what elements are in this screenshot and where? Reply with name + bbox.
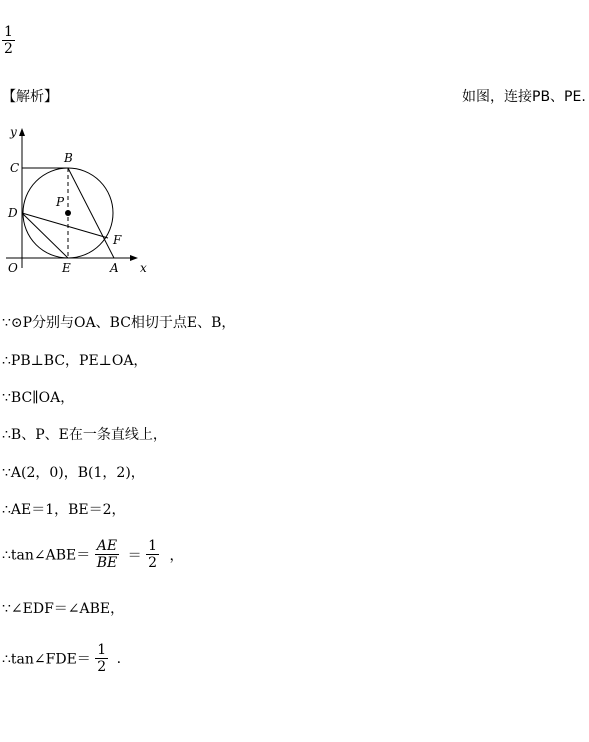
- label-a: A: [110, 261, 119, 275]
- label-o: O: [8, 261, 18, 275]
- label-x: x: [140, 261, 147, 275]
- answer-numerator: 1: [4, 24, 13, 40]
- fraction-denominator: 2: [97, 659, 107, 675]
- step-4: ∴B、P、E在一条直线上，: [2, 427, 167, 443]
- label-d: D: [8, 206, 18, 220]
- step-9: [2, 642, 121, 675]
- step-9-suffix: .: [116, 650, 122, 667]
- step-1: ∵⊙P分别与OA、BC相切于点E、B，: [2, 315, 236, 331]
- step-7-fraction-ae-be: [95, 538, 120, 571]
- step-7-equals: ＝: [127, 547, 142, 564]
- step-9-prefix: ∴tan∠FDE＝: [2, 651, 91, 668]
- segment-ba: [68, 168, 114, 258]
- geometry-figure: [0, 118, 160, 288]
- step-3: ∵BC∥OA，: [2, 390, 75, 406]
- intro-text: 如图，连接PB、PE.: [462, 89, 586, 105]
- step-7-prefix: ∴tan∠ABE＝: [2, 547, 91, 564]
- step-8: ∵∠EDF＝∠ABE，: [2, 601, 125, 617]
- answer-denominator: 2: [4, 41, 13, 57]
- fraction-numerator: 1: [97, 642, 107, 658]
- answer-fraction: [2, 24, 15, 57]
- point-p: [65, 210, 71, 216]
- fraction-numerator: AE: [95, 538, 120, 555]
- step-2: ∴PB⊥BC，PE⊥OA，: [2, 353, 148, 369]
- label-e: E: [62, 261, 71, 275]
- label-p: P: [56, 195, 65, 209]
- fraction-denominator: BE: [96, 555, 118, 571]
- fraction-numerator: 1: [148, 538, 158, 554]
- label-f: F: [113, 233, 122, 247]
- fraction-denominator: 2: [148, 555, 158, 571]
- step-7-fraction-result: [146, 538, 159, 571]
- step-6: ∴AE＝1，BE＝2，: [2, 502, 126, 518]
- section-label: 【解析】: [2, 89, 58, 105]
- label-b: B: [64, 151, 73, 165]
- x-axis-arrow: [130, 255, 138, 261]
- step-7-suffix: ，: [169, 547, 184, 564]
- label-c: C: [10, 161, 20, 175]
- step-7: [2, 538, 184, 571]
- step-9-fraction: [95, 642, 108, 675]
- y-axis-arrow: [19, 128, 25, 136]
- label-y: y: [10, 125, 17, 139]
- step-5: ∵A(2，0)，B(1，2)，: [2, 465, 145, 481]
